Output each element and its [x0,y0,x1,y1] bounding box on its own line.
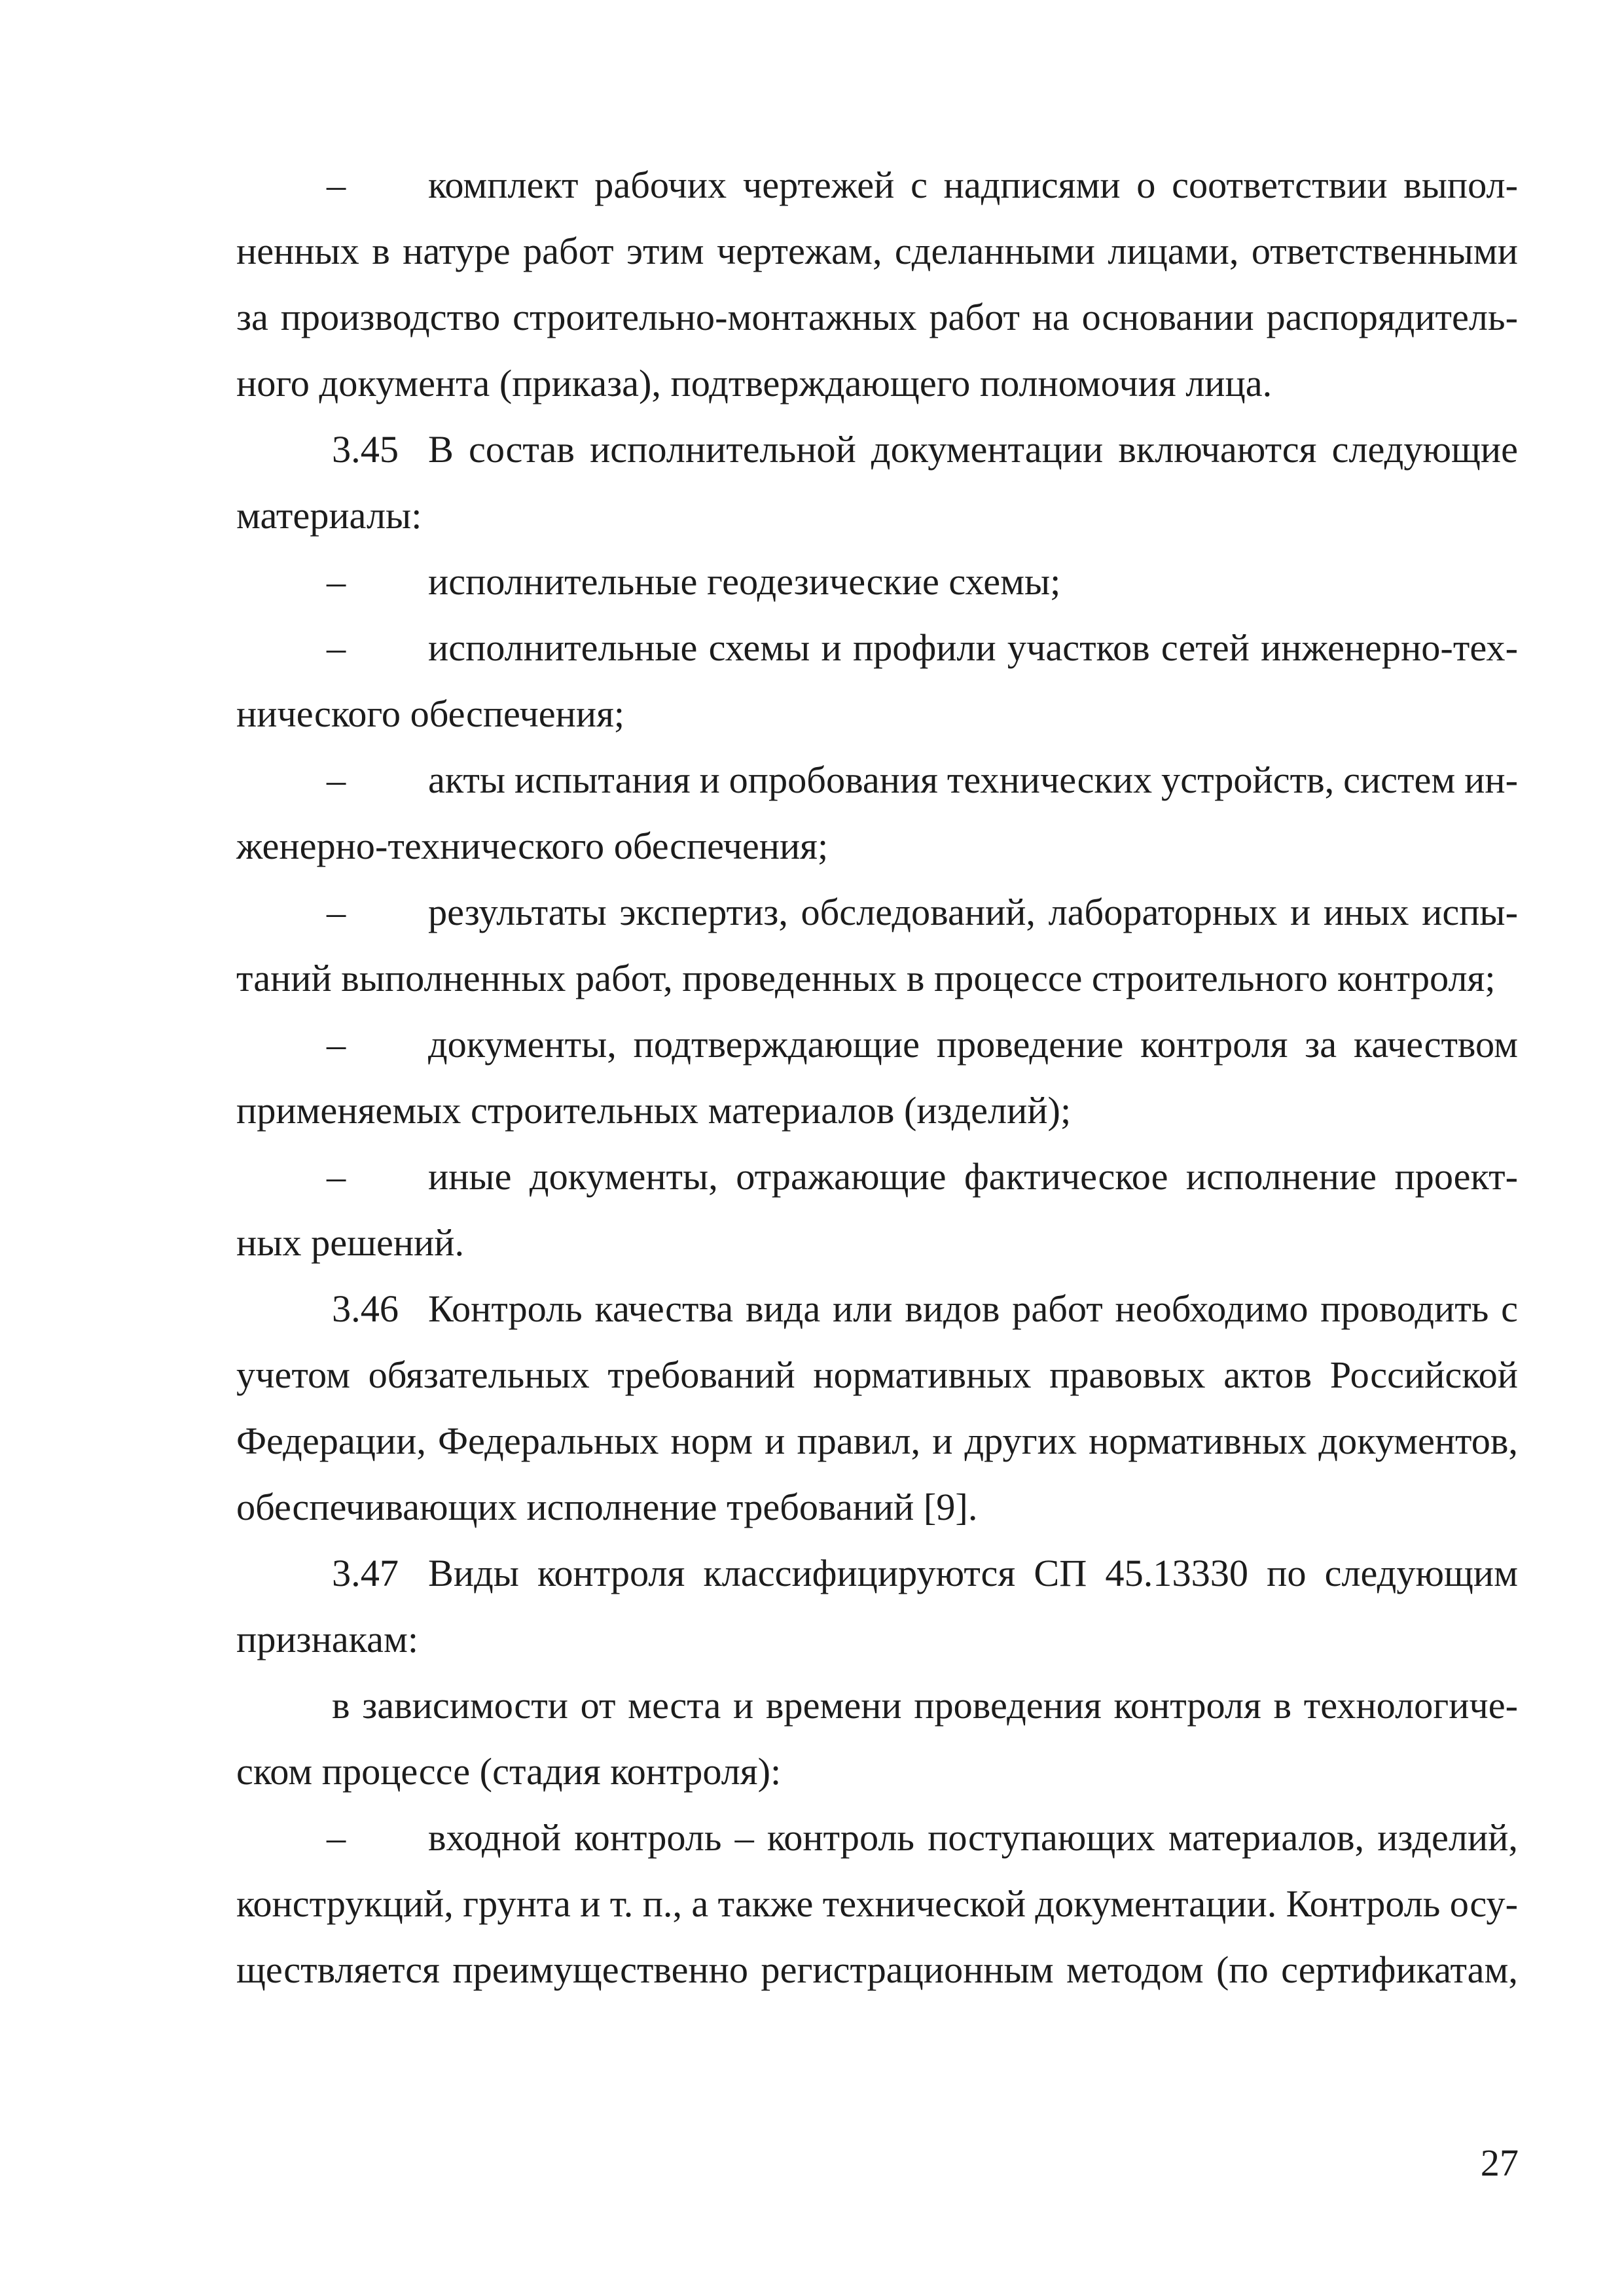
clause-3-46 [0,1276,1624,1540]
clause-3-45 [0,416,1624,548]
page-body [0,152,1624,2003]
text-line: Федерации, Федеральных норм и правил, и других нормативных документов, [236,1420,1518,1462]
list-dash: – [327,1023,346,1066]
text-line: признакам: [236,1618,419,1660]
clause-number: 3.45 [332,428,399,471]
text-line: документы, подтверждающие проведение контроля за качеством [428,1023,1518,1066]
text-line: применяемых строительных материалов (изделий); [236,1089,1072,1132]
text-line: в зависимости от места и времени проведения контроля в технологиче- [332,1684,1518,1727]
text-line: иные документы, отражающие фактическое исполнение проект- [428,1155,1518,1198]
text-line: акты испытания и опробования технических устройств, систем ин- [428,759,1518,801]
text-line: нического обеспечения; [236,692,625,735]
text-line: ного документа (приказа), подтверждающего полномочия лица. [236,362,1272,404]
list-item [0,548,1624,615]
list-item [0,615,1624,747]
text-line: обеспечивающих исполнение требований [9]. [236,1486,978,1528]
text-line: В состав исполнительной документации включаются следующие [428,428,1518,471]
list-dash: – [327,560,346,603]
list-dash: – [327,1816,346,1859]
page-number: 27 [1480,2142,1519,2184]
text-line: ных решений. [236,1221,465,1264]
list-item [0,1011,1624,1143]
text-line: женерно-технического обеспечения; [236,825,829,867]
text-line: входной контроль – контроль поступающих материалов, изделий, [428,1816,1518,1859]
text-line: ненных в натуре работ этим чертежам, сделанными лицами, ответственными [236,230,1518,272]
text-line: исполнительные схемы и профили участков сетей инженерно-тех- [428,626,1518,669]
clause-3-47 [0,1540,1624,1672]
paragraph [0,1672,1624,1804]
list-item [0,879,1624,1011]
list-dash: – [327,759,346,801]
text-line: таний выполненных работ, проведенных в процессе строительного контроля; [236,957,1496,999]
text-line: материалы: [236,494,422,537]
list-item [0,747,1624,879]
text-line: за производство строительно-монтажных работ на основании распорядитель- [236,296,1518,338]
clause-number: 3.47 [332,1552,399,1594]
clause-number: 3.46 [332,1287,399,1330]
list-dash: – [327,891,346,933]
text-line: комплект рабочих чертежей с надписями о соответствии выпол- [428,164,1518,206]
list-item [0,1804,1624,2003]
text-line: Виды контроля классифицируются СП 45.13330 по следующим [428,1552,1518,1594]
text-line: ском процессе (стадия контроля): [236,1750,782,1793]
text-line: конструкций, грунта и т. п., а также технической документации. Контроль осу- [236,1882,1518,1925]
list-dash: – [327,626,346,669]
text-line: результаты экспертиз, обследований, лабораторных и иных испы- [428,891,1518,933]
text-line: учетом обязательных требований нормативных правовых актов Российской [236,1354,1518,1396]
list-dash: – [327,1155,346,1198]
text-line: Контроль качества вида или видов работ необходимо проводить с [428,1287,1518,1330]
text-line: ществляется преимущественно регистрационным методом (по сертификатам, [236,1948,1518,1991]
list-item [0,152,1624,416]
list-dash: – [327,164,346,206]
list-item [0,1143,1624,1276]
text-line: исполнительные геодезические схемы; [428,560,1061,603]
